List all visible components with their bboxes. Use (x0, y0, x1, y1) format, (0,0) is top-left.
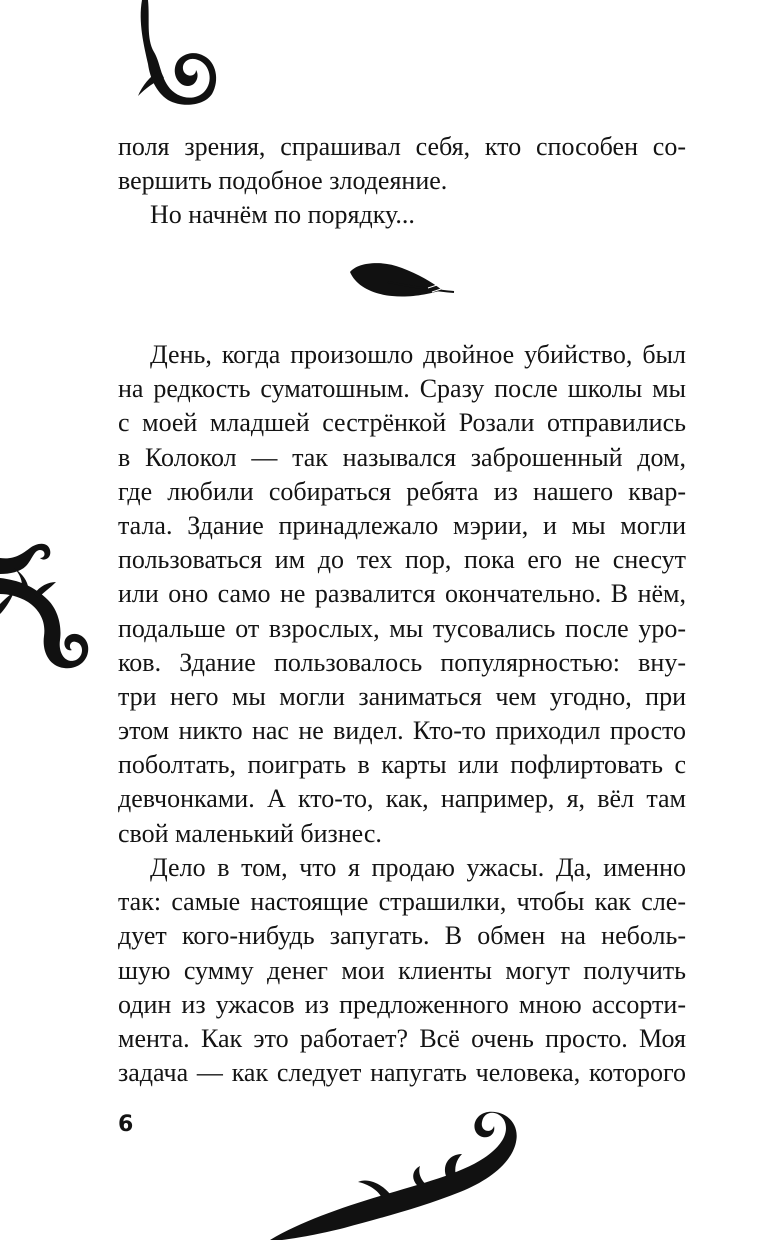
text-line: три него мы могли заниматься чем угодно, при (118, 681, 686, 711)
text-line: с моей младшей сестрёнкой Розали отправились (118, 408, 686, 438)
vine-branch-icon (270, 1110, 530, 1240)
top-fragment (118, 130, 686, 198)
text-line: так: самые настоящие страшилки, чтобы как сле- (118, 887, 686, 917)
text-line: Но начнём по порядку... (150, 200, 415, 229)
text-line: свой маленький бизнес. (118, 818, 382, 848)
text-line: подальше от взрослых, мы тусовались после уро- (118, 613, 686, 643)
text-line: вершить подобное злодеяние. (118, 166, 448, 196)
feather-icon (348, 258, 456, 306)
text-line: пользоваться им до тех пор, пока его не снесут (118, 545, 686, 575)
text-line: в Колокол — так назывался заброшенный дом, (118, 442, 686, 472)
text-line: День, когда произошло двойное убийство, был (150, 340, 686, 369)
intro-line (118, 198, 686, 232)
text-line: ков. Здание пользовалось популярностью: вну- (118, 647, 686, 677)
text-line: тала. Здание принадлежало мэрии, и мы могли (118, 510, 686, 540)
text-line: дует кого-нибудь запугать. В обмен на неболь- (118, 921, 686, 951)
paragraph-2 (118, 851, 686, 1090)
text-line: поболтать, поиграть в карты или пофлиртовать с (118, 750, 686, 780)
text-line: где любили собираться ребята из нашего квар- (118, 476, 686, 506)
text-line: задача — как следует напугать человека, которого (118, 1058, 686, 1088)
text-line: Дело в том, что я продаю ужасы. Да, именно (150, 853, 686, 882)
text-line: один из ужасов из предложенного мною ассорти- (118, 989, 686, 1019)
paragraph-1 (118, 338, 686, 851)
text-line: шую сумму денег мои клиенты могут получить (118, 955, 686, 985)
thorn-branch-icon (0, 530, 90, 670)
text-line: на редкость суматошным. Сразу после школы мы (118, 374, 686, 404)
text-line: поля зрения, спрашивал себя, кто способен со- (118, 132, 686, 161)
page-number: 6 (118, 1112, 134, 1137)
text-line: девчонками. А кто-то, как, например, я, вёл там (118, 784, 686, 814)
vine-curl-icon (120, 0, 230, 110)
text-line: этом никто нас не видел. Кто-то приходил просто (118, 716, 686, 746)
text-line: или оно само не развалится окончательно. В нём, (118, 579, 686, 609)
text-line: мента. Как это работает? Всё очень просто. Моя (118, 1023, 686, 1053)
